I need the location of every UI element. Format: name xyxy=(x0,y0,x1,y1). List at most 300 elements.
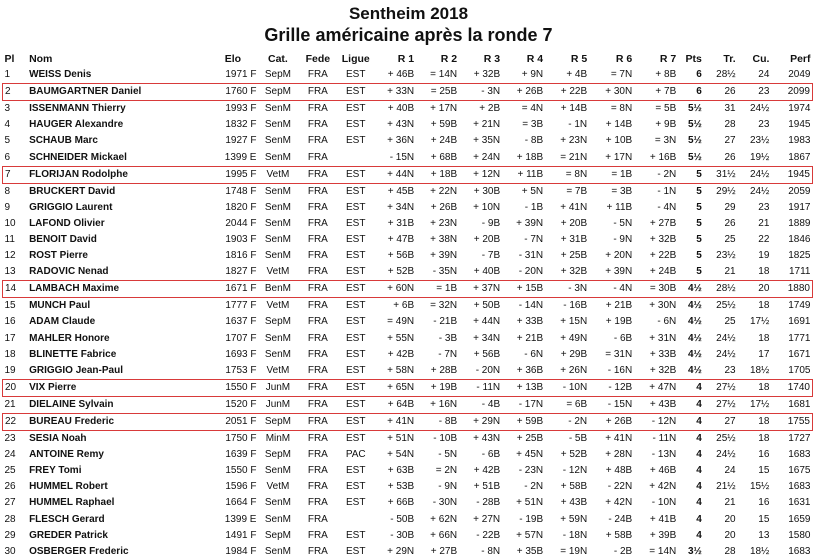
tiebreak-cu-cell: 24 xyxy=(758,69,770,81)
round-1-cell: + 46B xyxy=(387,69,415,81)
round-3-cell: - 6B xyxy=(481,449,501,461)
column-header: R 5 xyxy=(570,53,588,65)
federation-cell: FRA xyxy=(307,364,328,376)
category-cell: SenM xyxy=(264,348,291,360)
performance-cell: 1681 xyxy=(788,398,811,410)
round-7-cell: = 30B xyxy=(634,281,678,298)
round-3-cell: - 7B xyxy=(481,250,501,262)
round-6-cell: + 20N xyxy=(605,250,633,262)
points-cell: 5 xyxy=(696,201,702,213)
round-7-cell: - 2N xyxy=(634,166,678,183)
round-5-cell: + 41N xyxy=(560,201,588,213)
table-row xyxy=(3,248,813,264)
elo-cell: 1671 F xyxy=(207,281,258,298)
round-1-cell: + 51N xyxy=(387,433,415,445)
round-3-cell: + 30B xyxy=(473,185,501,197)
round-4-cell: + 33B xyxy=(516,316,544,328)
league-cell: EST xyxy=(346,69,366,81)
elo-cell: 1927 F xyxy=(225,135,257,147)
performance-cell: 2099 xyxy=(771,84,812,101)
player-name: BRUCKERT David xyxy=(29,185,116,197)
round-1-cell: + 66B xyxy=(387,497,415,509)
elo-cell: 1399 E xyxy=(224,151,257,163)
performance-cell: 1683 xyxy=(788,545,811,557)
table-row xyxy=(3,101,813,118)
tiebreak-cu-cell: 19 xyxy=(758,250,770,262)
table-row xyxy=(3,264,813,281)
round-1-cell: + 41N xyxy=(373,413,416,430)
tiebreak-cu-cell: 20 xyxy=(738,281,772,298)
player-name: ISSENMANN Thierry xyxy=(29,103,126,115)
round-7-cell: + 22B xyxy=(649,250,677,262)
round-6-cell: + 26B xyxy=(589,413,634,430)
round-1-cell: + 44N xyxy=(373,166,416,183)
tiebreak-tr-cell: 28½ xyxy=(704,281,738,298)
round-7-cell: - 13N xyxy=(651,449,677,461)
rank-cell: 20 xyxy=(3,379,28,396)
performance-cell: 1659 xyxy=(788,513,811,525)
points-cell: 4 xyxy=(696,497,702,509)
round-2-cell: - 7N xyxy=(438,348,458,360)
category-cell: VetM xyxy=(266,300,290,312)
category-cell: SenM xyxy=(264,545,291,557)
round-3-cell: + 56B xyxy=(473,348,501,360)
round-3-cell: + 44N xyxy=(473,316,501,328)
round-6-cell: + 17N xyxy=(605,151,633,163)
federation-cell: FRA xyxy=(307,185,328,197)
performance-cell: 1740 xyxy=(771,379,812,396)
federation-cell: FRA xyxy=(307,233,328,245)
points-cell: 5 xyxy=(696,217,702,229)
league-cell: PAC xyxy=(345,449,366,461)
elo-cell: 1750 F xyxy=(225,433,257,445)
category-cell: SenM xyxy=(264,151,291,163)
points-cell: 4 xyxy=(696,465,702,477)
round-3-cell: + 24N xyxy=(473,151,501,163)
tiebreak-tr-cell: 27½ xyxy=(704,379,738,396)
column-header: Pts xyxy=(685,53,702,65)
rank-cell: 3 xyxy=(4,103,11,115)
round-6-cell: + 30N xyxy=(589,84,634,101)
federation-cell: FRA xyxy=(307,300,328,312)
league-cell: EST xyxy=(346,185,366,197)
page-title: Sentheim 2018 xyxy=(348,4,469,23)
table-row xyxy=(3,133,813,149)
elo-cell: 1491 F xyxy=(225,529,257,541)
tiebreak-cu-cell: 18 xyxy=(758,332,770,344)
points-cell: 4½ xyxy=(687,364,702,376)
tiebreak-tr-cell: 20 xyxy=(724,529,736,541)
tiebreak-cu-cell: 15 xyxy=(758,513,770,525)
category-cell: SenM xyxy=(264,185,291,197)
player-name: BUREAU Frederic xyxy=(27,413,207,430)
rank-cell: 22 xyxy=(3,413,28,430)
elo-cell: 1637 F xyxy=(225,316,257,328)
rank-cell: 10 xyxy=(4,217,16,229)
tiebreak-tr-cell: 31 xyxy=(724,103,736,115)
points-cell: 6 xyxy=(678,84,704,101)
round-7-cell: + 39B xyxy=(649,529,677,541)
round-4-cell: - 31N xyxy=(518,250,544,262)
round-5-cell: + 52B xyxy=(560,449,588,461)
round-5-cell: = 19N xyxy=(560,545,588,557)
round-5-cell: = 21N xyxy=(560,151,588,163)
federation-cell: FRA xyxy=(307,529,328,541)
league-cell: EST xyxy=(346,300,366,312)
round-2-cell: + 38N xyxy=(430,233,458,245)
table-row xyxy=(3,347,813,363)
tiebreak-tr-cell: 28 xyxy=(724,545,736,557)
round-2-cell: = 32N xyxy=(430,300,458,312)
round-7-cell: + 47N xyxy=(634,379,678,396)
round-6-cell: + 10B xyxy=(605,135,633,147)
federation-cell: FRA xyxy=(307,151,328,163)
round-4-cell: - 23N xyxy=(518,465,544,477)
tiebreak-cu-cell: 15½ xyxy=(749,481,770,493)
tiebreak-tr-cell: 28½ xyxy=(716,69,736,81)
round-1-cell: + 55N xyxy=(387,332,415,344)
player-name: FLESCH Gerard xyxy=(29,513,105,525)
elo-cell: 1820 F xyxy=(225,201,257,213)
tiebreak-cu-cell: 18 xyxy=(758,266,770,278)
round-2-cell: + 19B xyxy=(416,379,459,396)
tiebreak-tr-cell: 25½ xyxy=(716,433,736,445)
round-3-cell: - 11N xyxy=(459,379,502,396)
tiebreak-cu-cell: 17½ xyxy=(749,316,770,328)
player-name: GRIGGIO Laurent xyxy=(29,201,113,213)
points-cell: 5 xyxy=(696,250,702,262)
points-cell: 4½ xyxy=(678,281,704,298)
performance-cell: 1727 xyxy=(788,433,811,445)
round-6-cell: + 28N xyxy=(605,449,633,461)
round-3-cell: + 20B xyxy=(473,233,501,245)
rank-cell: 16 xyxy=(4,316,16,328)
round-6-cell: - 24B xyxy=(608,513,633,525)
round-4-cell: + 18B xyxy=(516,151,544,163)
performance-cell: 1771 xyxy=(788,332,811,344)
points-cell: 3½ xyxy=(687,545,702,557)
rank-cell: 14 xyxy=(3,281,28,298)
tiebreak-cu-cell: 15 xyxy=(758,465,770,477)
player-name: SCHNEIDER Mickael xyxy=(29,151,127,163)
rank-cell: 19 xyxy=(4,364,16,376)
performance-cell: 1945 xyxy=(788,119,811,131)
league-cell: EST xyxy=(346,529,366,541)
round-2-cell: = 14N xyxy=(430,69,458,81)
league-cell xyxy=(338,512,373,528)
tiebreak-cu-cell: 16 xyxy=(758,449,770,461)
league-cell: EST xyxy=(346,364,366,376)
category-cell: SenM xyxy=(264,119,291,131)
round-7-cell: + 46B xyxy=(649,465,677,477)
round-6-cell: = 8N xyxy=(610,103,633,115)
federation-cell: FRA xyxy=(307,250,328,262)
round-5-cell: + 26N xyxy=(560,364,588,376)
rank-cell: 7 xyxy=(3,166,28,183)
federation-cell: FRA xyxy=(307,545,328,557)
round-4-cell: + 9N xyxy=(521,69,544,81)
federation-cell: FRA xyxy=(297,281,338,298)
federation-cell: FRA xyxy=(297,84,338,101)
round-2-cell: + 59B xyxy=(430,119,458,131)
tiebreak-cu-cell: 22 xyxy=(758,233,770,245)
round-5-cell: = 8N xyxy=(545,166,589,183)
round-4-cell: + 57N xyxy=(516,529,544,541)
round-3-cell: + 29N xyxy=(459,413,502,430)
round-6-cell: = 3B xyxy=(611,185,633,197)
round-6-cell: = 1B xyxy=(589,166,634,183)
player-name: BLINETTE Fabrice xyxy=(29,348,117,360)
elo-cell: 1753 F xyxy=(225,364,257,376)
table-row xyxy=(3,396,813,413)
column-header: Tr. xyxy=(723,53,736,65)
player-name: BAUMGARTNER Daniel xyxy=(27,84,207,101)
elo-cell: 1520 F xyxy=(225,398,257,410)
round-7-cell: + 30N xyxy=(649,300,677,312)
table-row xyxy=(3,298,813,315)
table-row xyxy=(3,363,813,380)
round-4-cell: + 36B xyxy=(516,364,544,376)
round-6-cell: - 12B xyxy=(589,379,634,396)
performance-cell: 2049 xyxy=(788,69,811,81)
federation-cell: FRA xyxy=(307,513,328,525)
round-7-cell: - 11N xyxy=(652,433,677,445)
rank-cell: 13 xyxy=(4,266,16,278)
tiebreak-tr-cell: 27 xyxy=(724,135,736,147)
round-5-cell: + 49N xyxy=(560,332,588,344)
rank-cell: 29 xyxy=(4,529,16,541)
round-2-cell: - 21B xyxy=(433,316,458,328)
column-header: Perf xyxy=(790,53,811,65)
round-6-cell: - 15N xyxy=(607,398,633,410)
round-4-cell: - 8B xyxy=(524,135,544,147)
round-5-cell: + 32B xyxy=(560,266,588,278)
category-cell: SepM xyxy=(264,316,291,328)
round-7-cell: - 4N xyxy=(657,201,677,213)
elo-cell: 1707 F xyxy=(225,332,257,344)
elo-cell: 2051 F xyxy=(207,413,258,430)
elo-cell: 1760 F xyxy=(207,84,258,101)
points-cell: 5½ xyxy=(687,103,702,115)
tiebreak-cu-cell: 17½ xyxy=(749,398,770,410)
tiebreak-cu-cell: 18½ xyxy=(749,545,770,557)
performance-cell: 1683 xyxy=(788,481,811,493)
player-name: RADOVIC Nenad xyxy=(29,266,109,278)
page-subtitle: Grille américaine après la ronde 7 xyxy=(264,25,553,45)
tiebreak-tr-cell: 20 xyxy=(724,513,736,525)
tiebreak-cu-cell: 18 xyxy=(758,433,770,445)
round-5-cell: + 43B xyxy=(560,497,588,509)
federation-cell: FRA xyxy=(297,166,338,183)
round-2-cell: + 17N xyxy=(430,103,458,115)
round-1-cell: - 15N xyxy=(389,151,415,163)
round-3-cell: + 2B xyxy=(479,103,501,115)
table-header xyxy=(3,51,813,67)
table-row xyxy=(3,431,813,448)
league-cell: EST xyxy=(346,250,366,262)
category-cell: SepM xyxy=(264,529,291,541)
round-4-cell: - 2N xyxy=(524,481,544,493)
round-6-cell: + 58B xyxy=(605,529,633,541)
tiebreak-cu-cell: 19½ xyxy=(749,151,770,163)
league-cell: EST xyxy=(338,84,373,101)
round-1-cell: + 45B xyxy=(387,185,415,197)
league-cell: EST xyxy=(346,233,366,245)
round-2-cell: - 30N xyxy=(432,497,458,509)
tiebreak-cu-cell: 18 xyxy=(758,300,770,312)
round-5-cell: - 2N xyxy=(545,413,589,430)
round-6-cell: = 7N xyxy=(610,69,633,81)
round-5-cell: - 3N xyxy=(545,281,589,298)
round-7-cell: + 27B xyxy=(649,217,677,229)
league-cell: EST xyxy=(346,545,366,557)
table-row xyxy=(3,200,813,216)
round-2-cell: + 27B xyxy=(430,545,458,557)
table-row xyxy=(3,495,813,511)
player-name: MUNCH Paul xyxy=(29,300,91,312)
rank-cell: 8 xyxy=(4,185,11,197)
elo-cell: 1995 F xyxy=(207,166,258,183)
table-row xyxy=(3,544,813,560)
round-2-cell: + 22N xyxy=(430,185,458,197)
round-3-cell: - 28B xyxy=(476,497,501,509)
round-4-cell: - 1B xyxy=(524,201,544,213)
performance-cell: 1631 xyxy=(788,497,811,509)
round-2-cell: - 3B xyxy=(438,332,458,344)
player-name: SESIA Noah xyxy=(29,433,87,445)
round-3-cell: + 43N xyxy=(473,433,501,445)
column-header: Nom xyxy=(29,53,53,65)
league-cell: EST xyxy=(346,398,366,410)
round-5-cell: + 14B xyxy=(560,103,588,115)
round-5-cell: + 25B xyxy=(560,250,588,262)
round-4-cell: + 5N xyxy=(521,185,544,197)
tiebreak-tr-cell: 25½ xyxy=(716,300,736,312)
rank-cell: 28 xyxy=(4,513,16,525)
column-header: Ligue xyxy=(341,53,370,65)
round-7-cell: + 42N xyxy=(649,481,677,493)
round-2-cell: = 25B xyxy=(416,84,459,101)
rank-cell: 27 xyxy=(4,497,16,509)
tiebreak-tr-cell: 25 xyxy=(724,233,736,245)
round-5-cell: + 31B xyxy=(560,233,588,245)
league-cell: EST xyxy=(338,413,373,430)
round-4-cell: + 11B xyxy=(502,166,545,183)
round-1-cell: + 52B xyxy=(387,266,415,278)
round-4-cell: - 7N xyxy=(524,233,544,245)
round-4-cell: + 26B xyxy=(502,84,545,101)
round-3-cell: + 37N xyxy=(459,281,502,298)
round-1-cell: + 31B xyxy=(387,217,415,229)
league-cell xyxy=(338,149,373,166)
player-name: HAUGER Alexandre xyxy=(29,119,124,131)
round-2-cell: - 9N xyxy=(438,481,458,493)
points-cell: 4½ xyxy=(687,316,702,328)
rank-cell: 12 xyxy=(4,250,16,262)
elo-cell: 1399 E xyxy=(224,513,257,525)
rank-cell: 25 xyxy=(4,465,16,477)
category-cell: SepM xyxy=(264,69,291,81)
table-row xyxy=(3,67,813,84)
rank-cell: 21 xyxy=(4,398,16,410)
round-7-cell: - 10N xyxy=(651,497,677,509)
federation-cell: FRA xyxy=(307,332,328,344)
tiebreak-tr-cell: 21 xyxy=(724,497,736,509)
elo-cell: 1550 F xyxy=(207,379,258,396)
league-cell: EST xyxy=(346,103,366,115)
round-2-cell: - 35N xyxy=(432,266,458,278)
round-2-cell: + 62N xyxy=(430,513,458,525)
round-1-cell: + 56B xyxy=(387,250,415,262)
round-4-cell: - 17N xyxy=(518,398,544,410)
federation-cell: FRA xyxy=(307,433,328,445)
federation-cell: FRA xyxy=(307,398,328,410)
tiebreak-cu-cell: 23 xyxy=(738,84,772,101)
tiebreak-tr-cell: 21½ xyxy=(716,481,736,493)
player-name: MAHLER Honore xyxy=(29,332,110,344)
performance-cell: 1691 xyxy=(788,316,811,328)
round-1-cell: + 43N xyxy=(387,119,415,131)
tiebreak-tr-cell: 29 xyxy=(724,201,736,213)
tiebreak-tr-cell: 29½ xyxy=(716,185,736,197)
category-cell: MinM xyxy=(265,433,291,445)
round-3-cell: + 21N xyxy=(473,119,501,131)
round-4-cell: = 3B xyxy=(522,119,544,131)
round-7-cell: + 32B xyxy=(649,364,677,376)
tiebreak-cu-cell: 24½ xyxy=(749,103,770,115)
points-cell: 5 xyxy=(696,233,702,245)
player-name: HUMMEL Raphael xyxy=(29,497,115,509)
table-row xyxy=(3,479,813,495)
round-6-cell: - 16N xyxy=(607,364,633,376)
table-row xyxy=(3,314,813,330)
elo-cell: 1664 F xyxy=(225,497,257,509)
category-cell: VetM xyxy=(266,266,290,278)
round-5-cell: = 7B xyxy=(566,185,588,197)
elo-cell: 1639 F xyxy=(225,449,257,461)
elo-cell: 1993 F xyxy=(225,103,257,115)
performance-cell: 1671 xyxy=(788,348,811,360)
round-6-cell: - 22N xyxy=(607,481,633,493)
league-cell: EST xyxy=(346,119,366,131)
tiebreak-cu-cell: 17 xyxy=(758,348,770,360)
league-cell: EST xyxy=(346,266,366,278)
tiebreak-tr-cell: 24½ xyxy=(716,332,736,344)
player-name: BENOIT David xyxy=(29,233,97,245)
elo-cell: 1693 F xyxy=(225,348,257,360)
tiebreak-tr-cell: 27 xyxy=(704,413,738,430)
round-6-cell: - 9N xyxy=(613,233,633,245)
league-cell: EST xyxy=(338,166,373,183)
player-name: LAMBACH Maxime xyxy=(27,281,207,298)
round-5-cell: + 58B xyxy=(560,481,588,493)
rank-cell: 9 xyxy=(4,201,11,213)
round-3-cell: + 51B xyxy=(473,481,501,493)
points-cell: 5½ xyxy=(687,151,702,163)
round-7-cell: + 8B xyxy=(655,69,677,81)
elo-cell: 1550 F xyxy=(225,465,257,477)
rank-cell: 17 xyxy=(4,332,16,344)
elo-cell: 1816 F xyxy=(225,250,257,262)
table-row xyxy=(3,232,813,248)
round-4-cell: + 21B xyxy=(516,332,544,344)
points-cell: 5 xyxy=(696,185,702,197)
table-row xyxy=(3,512,813,528)
round-1-cell: + 65N xyxy=(373,379,416,396)
tiebreak-tr-cell: 23 xyxy=(724,364,736,376)
points-cell: 4 xyxy=(678,379,704,396)
round-4-cell: - 19B xyxy=(519,513,544,525)
